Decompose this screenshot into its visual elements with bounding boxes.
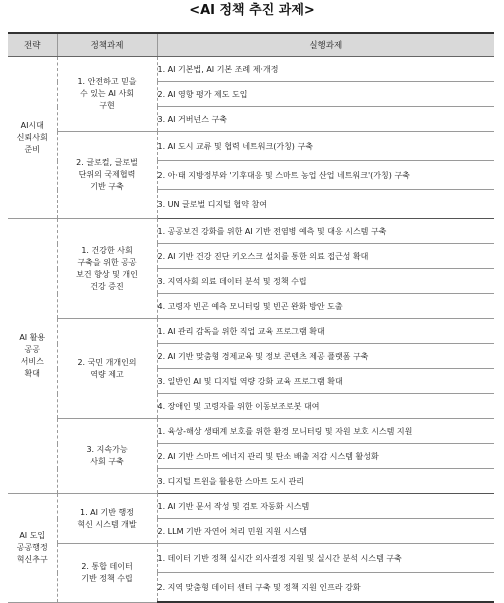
action-item: 2. AI 기반 건강 진단 키오스크 설치를 통한 의료 접근성 확대 <box>157 244 494 269</box>
table-row <box>8 319 494 344</box>
action-item: 1. AI 기반 문서 작성 및 검토 자동화 시스템 <box>157 494 494 519</box>
action-item: 2. 아·태 지방정부와 '기후대응 및 스마트 농업 산업 네트워크'(가칭) 구축 <box>157 161 494 190</box>
action-item: 1. 육상-해상 생태계 보호를 위한 환경 모니터링 및 자원 보호 시스템 지원 <box>157 419 494 444</box>
strategy-cell: AI 활용 공공 서비스 확대 <box>8 219 57 494</box>
task-cell: 2. 글로컬, 글로벌 단위의 국제협력 기반 구축 <box>57 132 157 219</box>
task-cell: 2. 통합 데이터 기반 정책 수립 <box>57 544 157 603</box>
table-row <box>8 494 494 519</box>
task-cell: 1. 안전하고 믿을 수 있는 AI 사회 구현 <box>57 57 157 132</box>
action-item: 3. 지역사회 의료 데이터 분석 및 정책 수립 <box>157 269 494 294</box>
action-item: 1. 공공보건 강화를 위한 AI 기반 전염병 예측 및 대응 시스템 구축 <box>157 219 494 244</box>
table-row <box>8 419 494 444</box>
action-item: 2. AI 영향 평가 제도 도입 <box>157 82 494 107</box>
action-item: 1. AI 도시 교류 및 협력 네트워크(가칭) 구축 <box>157 132 494 161</box>
action-item: 3. 디지털 트윈을 활용한 스마트 도시 관리 <box>157 469 494 494</box>
action-item: 3. 일반인 AI 및 디지털 역량 강화 교육 프로그램 확대 <box>157 369 494 394</box>
policy-table <box>8 32 494 603</box>
task-cell: 1. AI 기반 행정 혁신 시스템 개발 <box>57 494 157 544</box>
action-item: 4. 장애인 및 고령자를 위한 이동보조로봇 대여 <box>157 394 494 419</box>
task-cell: 1. 건강한 사회 구축을 위한 공공 보건 향상 및 개인 건강 증진 <box>57 219 157 319</box>
header-task: 정책과제 <box>57 33 157 57</box>
task-cell: 3. 지속가능 사회 구축 <box>57 419 157 494</box>
page-title: <AI 정책 추진 과제> <box>189 3 315 18</box>
table-row <box>8 219 494 244</box>
action-item: 1. AI 관리 감독을 위한 직업 교육 프로그램 확대 <box>157 319 494 344</box>
table-row <box>8 57 494 82</box>
action-item: 3. UN 글로벌 디지털 협약 참여 <box>157 190 494 219</box>
action-item: 2. AI 기반 맞춤형 경제교육 및 정보 콘텐츠 제공 플랫폼 구축 <box>157 344 494 369</box>
strategy-cell: AI 도입 공공행정 혁신추구 <box>8 494 57 603</box>
strategy-cell: AI시대 신뢰사회 준비 <box>8 57 57 219</box>
action-item: 4. 고령자 빈곤 예측 모니터링 및 빈곤 완화 방안 도출 <box>157 294 494 319</box>
action-item: 2. LLM 기반 자연어 처리 민원 지원 시스템 <box>157 519 494 544</box>
action-item: 3. AI 거버넌스 구축 <box>157 107 494 132</box>
header-strategy: 전략 <box>8 33 57 57</box>
action-item: 1. 데이터 기반 정책 실시간 의사결정 지원 및 실시간 분석 시스템 구축 <box>157 544 494 573</box>
header-action: 실행과제 <box>157 33 494 57</box>
table-row <box>8 544 494 573</box>
table-row <box>8 132 494 161</box>
action-item: 2. 지역 맞춤형 데이터 센터 구축 및 정책 지원 인프라 강화 <box>157 573 494 603</box>
action-item: 1. AI 기본법, AI 기본 조례 제·개정 <box>157 57 494 82</box>
task-cell: 2. 국민 개개인의 역량 제고 <box>57 319 157 419</box>
action-item: 2. AI 기반 스마트 에너지 관리 및 탄소 배출 저감 시스템 활성화 <box>157 444 494 469</box>
header-row <box>8 33 494 57</box>
